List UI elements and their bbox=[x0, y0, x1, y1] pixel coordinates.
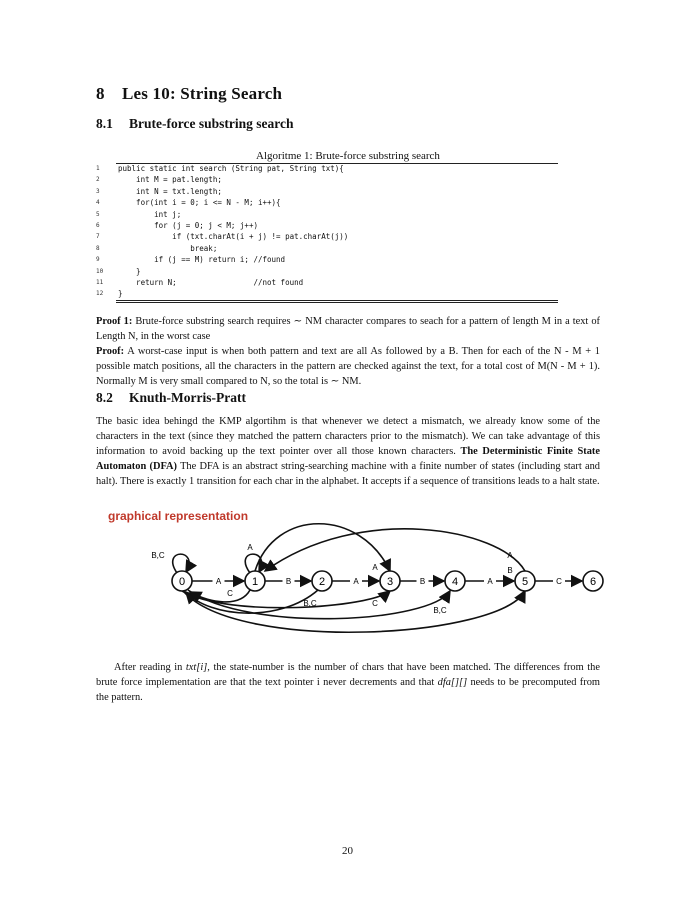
code-text: return N; //not found bbox=[118, 277, 304, 287]
dfa-text: The DFA is an abstract string-searching machine with a finite number of states (including start and halt). There is exactly 1 transition for each char in the alphabet. It accepts if a sequence of transitions leads to a halt state. bbox=[96, 461, 600, 487]
dfa-diagram bbox=[100, 508, 620, 648]
code-text: if (j == M) return i; //found bbox=[118, 255, 286, 265]
closing-text-1: After reading in bbox=[114, 662, 186, 673]
closing-emph-txt: txt[i] bbox=[185, 662, 208, 673]
state-label: 5 bbox=[521, 576, 529, 588]
forward-edge-label: B bbox=[285, 577, 292, 586]
figure-title: graphical representation bbox=[108, 509, 249, 523]
line-number: 3 bbox=[96, 187, 100, 195]
code-text: break; bbox=[118, 243, 218, 253]
code-line bbox=[96, 209, 566, 220]
section-number: 8 bbox=[96, 84, 105, 103]
edge-3-to-0 bbox=[182, 591, 390, 608]
closing-text-2: , the state-number is the number of chars that have been matched. The differences from the brute force implementation are that the text pointer i never decrements and that bbox=[96, 662, 600, 688]
forward-edge-label: A bbox=[487, 577, 493, 586]
algorithm-bottom-rule-2 bbox=[116, 302, 558, 303]
line-number: 2 bbox=[96, 176, 100, 184]
edge-2-to-0 bbox=[186, 590, 318, 613]
line-number: 5 bbox=[96, 210, 100, 218]
forward-edge-label: B bbox=[419, 577, 426, 586]
proof-paragraph bbox=[96, 344, 600, 389]
forward-edge-label: A bbox=[215, 577, 222, 586]
back-edge-label: B,C bbox=[433, 606, 447, 615]
code-text: } bbox=[118, 289, 123, 299]
state-label: 1 bbox=[251, 576, 259, 588]
code-line bbox=[96, 186, 566, 197]
line-number: 11 bbox=[96, 278, 104, 286]
code-text: int M = pat.length; bbox=[118, 175, 222, 185]
subsection-title: Brute-force substring search bbox=[129, 116, 294, 131]
code-line bbox=[96, 243, 566, 254]
subsection-number: 8.1 bbox=[96, 116, 113, 131]
line-number: 7 bbox=[96, 233, 100, 241]
code-line bbox=[96, 231, 566, 242]
back-edge-label: B bbox=[507, 566, 513, 575]
closing-paragraph bbox=[96, 660, 600, 705]
code-text: if (txt.charAt(i + j) != pat.charAt(j)) bbox=[118, 232, 349, 242]
back-edge-label: C bbox=[227, 589, 233, 598]
proof-1-paragraph bbox=[96, 314, 600, 344]
code-line bbox=[96, 197, 566, 208]
line-number: 9 bbox=[96, 256, 100, 264]
code-line bbox=[96, 254, 566, 265]
subsection-title: Knuth-Morris-Pratt bbox=[129, 390, 246, 405]
state-label: 2 bbox=[318, 576, 326, 588]
code-line bbox=[96, 266, 566, 277]
algorithm-caption: Algoritme 1: Brute-force substring search bbox=[256, 150, 440, 162]
dfa-label: The Deterministic Finite State Automaton (DFA) bbox=[96, 446, 600, 472]
kmp-intro-text: The basic idea behingd the KMP algortihm is that whenever we detect a mismatch, we already know some of the characters in the text (since they matched the pattern characters prior to the mismatch). We can take advantage of this information to avoid backing up the text pointer over all those known characters. bbox=[96, 416, 600, 457]
proof-text: A worst-case input is when both pattern and text are all As followed by a B. Then for each of the N - M + 1 possible match positions, all the characters in the pattern are checked against the text, for a total cost of M(N - M + 1). Normally M is very small compared to N, so the total is ∼ NM. bbox=[96, 346, 600, 387]
self-loop-0 bbox=[173, 554, 189, 573]
closing-emph-dfa: dfa[][] bbox=[437, 677, 468, 688]
dfa-figure bbox=[100, 508, 620, 648]
algorithm-bottom-rule bbox=[116, 300, 558, 301]
code-line bbox=[96, 277, 566, 288]
state-label: 6 bbox=[589, 576, 597, 588]
line-number: 12 bbox=[96, 290, 104, 298]
code-text: int j; bbox=[118, 209, 182, 219]
state-label: 0 bbox=[178, 576, 186, 588]
closing-text-3: needs to be precomputed from the pattern. bbox=[96, 677, 600, 703]
edge-1-to-0 bbox=[190, 590, 250, 602]
state-label: 4 bbox=[451, 576, 459, 588]
code-text: } bbox=[118, 266, 141, 276]
subsection-number: 8.2 bbox=[96, 390, 113, 405]
line-number: 4 bbox=[96, 199, 100, 207]
section-heading bbox=[96, 84, 282, 104]
edge-5-to-1 bbox=[265, 529, 525, 571]
kmp-paragraph bbox=[96, 414, 600, 489]
forward-edge-label: A bbox=[353, 577, 359, 586]
line-number: 6 bbox=[96, 221, 100, 229]
state-label: 3 bbox=[386, 576, 394, 588]
section-title: Les 10: String Search bbox=[122, 84, 283, 103]
self-loop-label: B,C bbox=[151, 551, 165, 560]
code-line bbox=[96, 174, 566, 185]
back-edge-label: B,C bbox=[303, 599, 317, 608]
page-number: 20 bbox=[342, 845, 353, 857]
line-number: 10 bbox=[96, 267, 104, 275]
proof-1-label: Proof 1: bbox=[96, 316, 133, 327]
back-edge-label: C bbox=[372, 599, 378, 608]
code-line bbox=[96, 220, 566, 231]
back-edge-label: A bbox=[372, 563, 378, 572]
subsection-heading-brute-force bbox=[96, 116, 293, 132]
back-edge-label: A bbox=[507, 551, 513, 560]
code-listing bbox=[96, 163, 566, 300]
code-text: int N = txt.length; bbox=[118, 186, 222, 196]
proof-1-text: Brute-force substring search requires ∼ NM character compares to seach for a pattern of length M in a text of Length N, in the worst case bbox=[96, 316, 601, 342]
edge-5-to-0 bbox=[184, 591, 525, 632]
code-text: for(int i = 0; i <= N - M; i++){ bbox=[118, 198, 281, 208]
code-line bbox=[96, 288, 566, 299]
proof-label: Proof: bbox=[96, 346, 125, 357]
line-number: 1 bbox=[96, 165, 100, 172]
code-text: public static int search (String pat, String txt){ bbox=[118, 164, 344, 173]
self-loop-label: A bbox=[247, 543, 253, 552]
line-number: 8 bbox=[96, 244, 100, 252]
self-loop-1 bbox=[245, 554, 261, 573]
forward-edge-label: C bbox=[556, 577, 562, 586]
code-line bbox=[96, 163, 566, 174]
subsection-heading-kmp bbox=[96, 390, 246, 406]
code-text: for (j = 0; j < M; j++) bbox=[118, 220, 258, 230]
